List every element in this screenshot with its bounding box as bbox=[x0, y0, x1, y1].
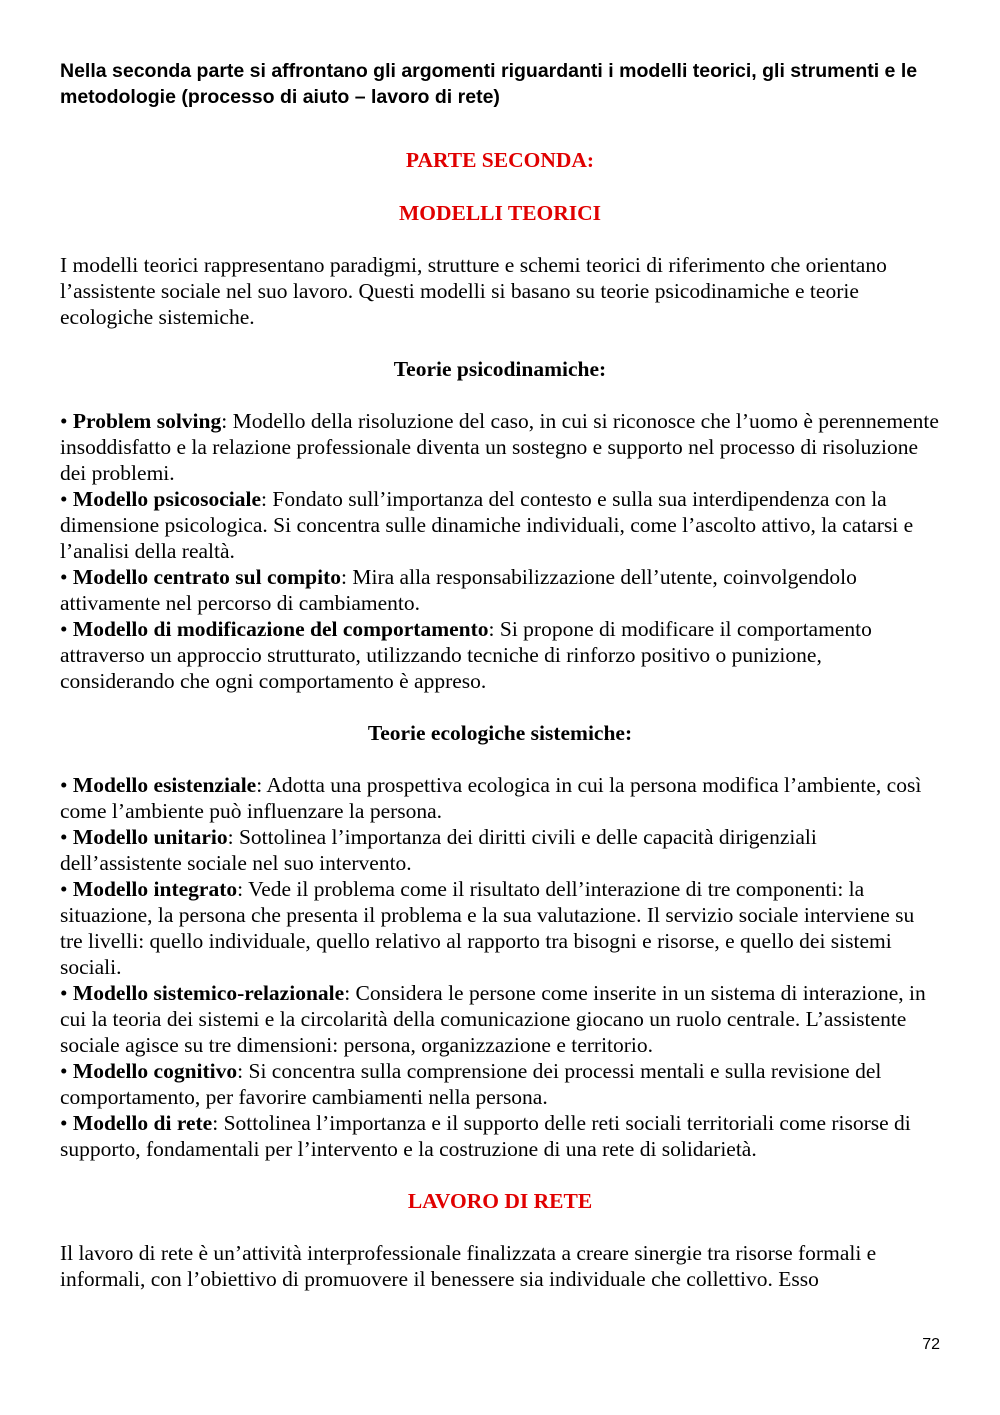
ecologiche-list bbox=[60, 772, 940, 1162]
lavoro-di-rete-paragraph: Il lavoro di rete è un’attività interprofessionale finalizzata a creare sinergie tra risorse formali e informali, con l’obiettivo di promuovere il benessere sia individuale che collettivo. Esso bbox=[60, 1241, 877, 1291]
bullet: • bbox=[60, 825, 68, 849]
model-description: : Sottolinea l’importanza dei diritti civili e delle capacità dirigenziali dell’assistente sociale nel suo intervento. bbox=[60, 825, 817, 875]
list-item bbox=[60, 564, 940, 616]
bullet: • bbox=[60, 565, 68, 589]
list-item bbox=[60, 876, 940, 980]
model-description: : Considera le persone come inserite in un sistema di interazione, in cui la teoria dei sistemi e la circolarità della comunicazione giocano un ruolo centrale. L’assistente sociale agisce su tre dimensioni: persona, organizzazione e territorio. bbox=[60, 981, 926, 1057]
list-item bbox=[60, 616, 940, 694]
list-item bbox=[60, 1058, 940, 1110]
bullet: • bbox=[60, 1059, 68, 1083]
psicodinamiche-heading: Teorie psicodinamiche: bbox=[393, 357, 607, 381]
model-description: : Sottolinea l’importanza e il supporto delle reti sociali territoriali come risorse di supporto, fondamentali per l’intervento e la costruzione di una rete di solidarietà. bbox=[60, 1111, 911, 1161]
bullet: • bbox=[60, 1111, 68, 1135]
bullet: • bbox=[60, 617, 68, 641]
list-item bbox=[60, 486, 940, 564]
model-term: Modello esistenziale bbox=[72, 773, 257, 797]
model-term: Modello integrato bbox=[72, 877, 238, 901]
model-description: : Si propone di modificare il comportamento attraverso un approccio strutturato, utilizzando tecniche di rinforzo positivo o punizione, considerando che ogni comportamento è appreso. bbox=[60, 617, 872, 693]
list-item bbox=[60, 772, 940, 824]
bullet: • bbox=[60, 409, 68, 433]
list-item bbox=[60, 408, 940, 486]
bullet: • bbox=[60, 773, 68, 797]
model-term: Modello centrato sul compito bbox=[72, 565, 342, 589]
model-term: Modello unitario bbox=[72, 825, 228, 849]
lavoro-di-rete-title: LAVORO DI RETE bbox=[407, 1189, 593, 1213]
bullet: • bbox=[60, 981, 68, 1005]
model-term: Modello cognitivo bbox=[72, 1059, 238, 1083]
model-description: : Modello della risoluzione del caso, in cui si riconosce che l’uomo è perennemente insoddisfatto e la relazione professionale diventa un sostegno e supporto nel processo di risoluzione dei problemi. bbox=[60, 409, 939, 485]
model-description: : Si concentra sulla comprensione dei processi mentali e sulla revisione del comportamento, per favorire cambiamenti nella persona. bbox=[60, 1059, 882, 1109]
model-description: : Fondato sull’importanza del contesto e sulla sua interdipendenza con la dimensione psicologica. Si concentra sulle dinamiche individuali, come l’ascolto attivo, la catarsi e l’analisi della realtà. bbox=[60, 487, 914, 563]
list-item bbox=[60, 980, 940, 1058]
model-description: : Adotta una prospettiva ecologica in cui la persona modifica l’ambiente, così come l’ambiente può influenzare la persona. bbox=[60, 773, 922, 823]
part-title: PARTE SECONDA: bbox=[405, 148, 595, 172]
intro-paragraph: Nella seconda parte si affrontano gli argomenti riguardanti i modelli teorici, gli strumenti e le metodologie (processo di aiuto – lavoro di rete) bbox=[60, 60, 918, 108]
list-item bbox=[60, 824, 940, 876]
bullet: • bbox=[60, 877, 68, 901]
page-number: 72 bbox=[922, 1336, 940, 1353]
section-title: MODELLI TEORICI bbox=[398, 201, 602, 225]
model-term: Modello di modificazione del comportamento bbox=[72, 617, 489, 641]
psicodinamiche-list bbox=[60, 408, 940, 694]
model-term: Modello psicosociale bbox=[72, 487, 262, 511]
model-term: Problem solving bbox=[72, 409, 222, 433]
ecologiche-heading: Teorie ecologiche sistemiche: bbox=[367, 721, 633, 745]
document-page bbox=[60, 58, 940, 1292]
section-intro-paragraph: I modelli teorici rappresentano paradigmi, strutture e schemi teorici di riferimento che orientano l’assistente sociale nel suo lavoro. Questi modelli si basano su teorie psicodinamiche e teorie ecologiche sistemiche. bbox=[60, 253, 887, 329]
model-term: Modello di rete bbox=[72, 1111, 213, 1135]
model-description: : Vede il problema come il risultato dell’interazione di tre componenti: la situazione, la persona che presenta il problema e la sua valutazione. Il servizio sociale interviene su tre livelli: quello individuale, quello relativo al rapporto tra bisogni e risorse, e quello dei sistemi sociali. bbox=[60, 877, 915, 979]
model-term: Modello sistemico-relazionale bbox=[72, 981, 345, 1005]
bullet: • bbox=[60, 487, 68, 511]
model-description: : Mira alla responsabilizzazione dell’utente, coinvolgendolo attivamente nel percorso di cambiamento. bbox=[60, 565, 857, 615]
list-item bbox=[60, 1110, 940, 1162]
